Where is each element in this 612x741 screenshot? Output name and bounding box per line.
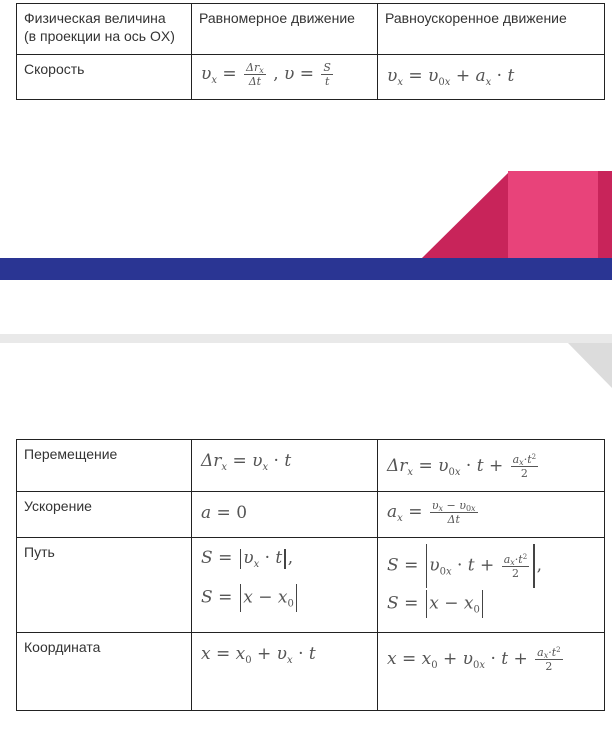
displacement-accelerated-formula: $\Delta r_x = \upsilon_{0x} \cdot t$ + $\frac{a_x\cdot t^2}{2}$ — [378, 440, 605, 492]
header-col1-line2: (в проекции на ось OX) — [24, 28, 175, 44]
coordinate-uniform-formula: $x = x_0 + \upsilon_x \cdot t$ — [192, 633, 378, 711]
gray-divider — [0, 334, 612, 343]
row-label-velocity: Скорость — [17, 55, 192, 100]
gray-triangle — [568, 343, 612, 388]
velocity-uniform-formula: $\upsilon_x$ = $\frac{\Delta r_x}{\Delta t}$ , υ = $\frac{S}{t}$ — [192, 55, 378, 100]
path-uniform-formula: $S = \upsilon_x \cdot t$ , $S = x - x_0$ — [192, 538, 378, 633]
table-row — [17, 538, 605, 633]
table-header-row — [17, 4, 605, 55]
kinematics-table-bottom — [16, 439, 605, 711]
table-row — [17, 55, 605, 100]
header-uniform-motion: Равномерное движение — [192, 4, 378, 55]
crimson-trapezoid — [422, 171, 510, 258]
displacement-uniform-formula: $\Delta r_x = \upsilon_x \cdot t$ — [192, 440, 378, 492]
kinematics-table-top — [16, 3, 605, 100]
header-accelerated-motion: Равноускоренное движение — [378, 4, 605, 55]
header-physical-quantity — [17, 4, 192, 55]
pink-block — [508, 171, 598, 258]
path-accelerated-formula: $S = \upsilon_{0x} \cdot t$ + $\frac{a_x\cdot t^2}{2}$ , $S = x - x_0$ — [378, 538, 605, 633]
table-row — [17, 440, 605, 492]
acceleration-accelerated-formula: $a_x$ = $\frac{\upsilon_x - \upsilon_{0x}}{\Delta t}$ — [378, 492, 605, 538]
crimson-strip — [598, 171, 612, 258]
table-row — [17, 492, 605, 538]
table-row — [17, 633, 605, 711]
header-col1-line1: Физическая величина — [24, 10, 166, 26]
row-label-path: Путь — [17, 538, 192, 633]
velocity-accelerated-formula: $\upsilon_x = \upsilon_{0x} + a_x \cdot t$ — [378, 55, 605, 100]
slide-decoration — [0, 110, 612, 400]
blue-band — [0, 258, 612, 280]
acceleration-uniform-formula: a = 0 — [192, 492, 378, 538]
row-label-displacement: Перемещение — [17, 440, 192, 492]
coordinate-accelerated-formula: $x = x_0 + \upsilon_{0x} \cdot t$ + $\frac{a_x\cdot t^2}{2}$ — [378, 633, 605, 711]
row-label-coordinate: Координата — [17, 633, 192, 711]
row-label-acceleration: Ускорение — [17, 492, 192, 538]
